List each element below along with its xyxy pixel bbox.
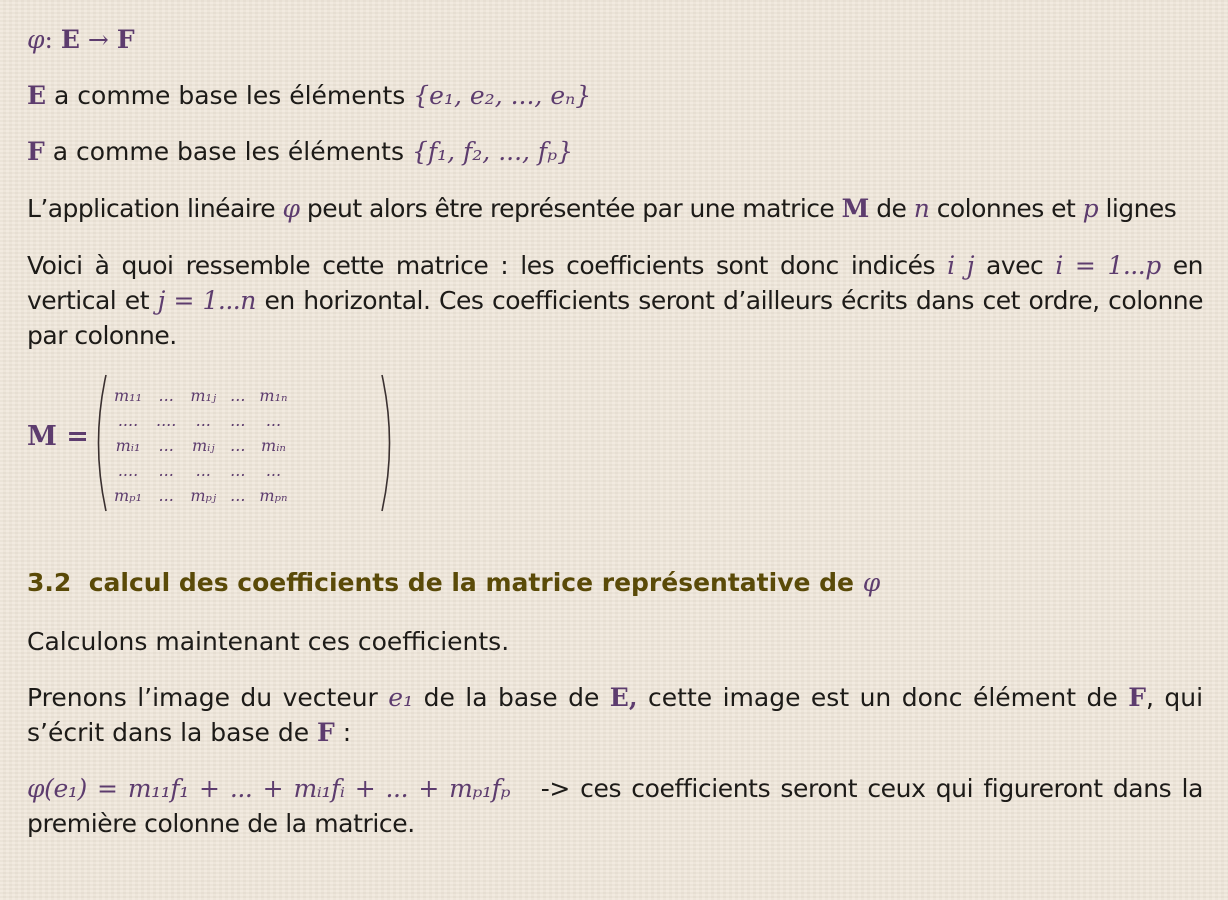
matrix-cell: ... [195, 411, 211, 430]
matrix-cell: ... [230, 411, 246, 430]
calc-intro: Calculons maintenant ces coefficients. [27, 627, 510, 656]
matrix-row [107, 458, 295, 483]
matrix-label: M = [27, 421, 89, 452]
matrix-cell: m₁₁ [114, 386, 142, 405]
matrix-cell: ... [230, 486, 246, 505]
matrix-cell: ... [158, 461, 174, 480]
matrix-cell: ... [195, 461, 211, 480]
matrix-cell: m₁ⱼ [190, 386, 217, 405]
matrix-row [107, 433, 295, 458]
image-sentence: Prenons l’image du vecteur e₁ de la base de E, cette image est un donc élément de F, qui s’écrit dans la base de F : [27, 683, 1204, 747]
matrix-cell: mᵢ₁ [115, 436, 141, 455]
basis-F: F a comme base les éléments {f₁, f₂, ..., fₚ} [27, 137, 574, 166]
matrix-cell: ... [230, 436, 246, 455]
matrix-cell: ... [158, 436, 174, 455]
basis-E: E a comme base les éléments {e₁, e₂, ..., eₙ} [27, 81, 592, 110]
phi-symbol: φ [27, 25, 45, 54]
matrix-grid [107, 383, 295, 508]
matrix-row [107, 483, 295, 508]
matrix-row [107, 383, 295, 408]
matrix-cell: ... [158, 486, 174, 505]
matrix-description: Voici à quoi ressemble cette matrice : les coefficients sont donc indicés i j avec i = 1...p en vertical et j = 1...n en horizontal. Ces coefficients seront d’ailleurs écrits dans cet ordre, colonne par colonne. [27, 251, 1204, 350]
matrix-cell: .... [156, 411, 177, 430]
matrix-cell: m₁ₙ [259, 386, 288, 405]
matrix-cell: ... [265, 461, 282, 480]
left-paren-icon [89, 373, 109, 513]
matrix-cell: mₚₙ [259, 486, 288, 505]
matrix-block [27, 373, 1203, 513]
matrix-cell: .... [117, 411, 139, 430]
linear-map-sentence: L’application linéaire φ peut alors être représentée par une matrice M de n colonnes et p lignes [27, 194, 1177, 223]
matrix-cell: ... [158, 386, 174, 405]
map-definition: φ: E → F [27, 25, 135, 54]
matrix-row [107, 408, 295, 433]
matrix-cell: mₚⱼ [190, 486, 217, 505]
matrix-cell: mᵢⱼ [191, 436, 215, 455]
phi-e1-formula: φ(e₁) = m₁₁f₁ + ... + mᵢ₁fᵢ + ... + mₚ₁fₚ [27, 774, 511, 803]
right-paren-icon [379, 373, 399, 513]
formula-sentence: φ(e₁) = m₁₁f₁ + ... + mᵢ₁fᵢ + ... + mₚ₁fₚ -> ces coefficients seront ceux qui figureront dans la première colonne de la matrice. [27, 774, 1203, 838]
matrix-cell: .... [117, 461, 139, 480]
section-heading: 3.2 calcul des coefficients de la matrice représentative de φ [27, 568, 881, 597]
matrix-cell: mᵢₙ [261, 436, 286, 455]
matrix-cell: mₚ₁ [114, 486, 142, 505]
matrix-cell: ... [230, 386, 246, 405]
matrix-cell: ... [265, 411, 282, 430]
matrix-cell: ... [230, 461, 246, 480]
document-page [27, 18, 1203, 841]
